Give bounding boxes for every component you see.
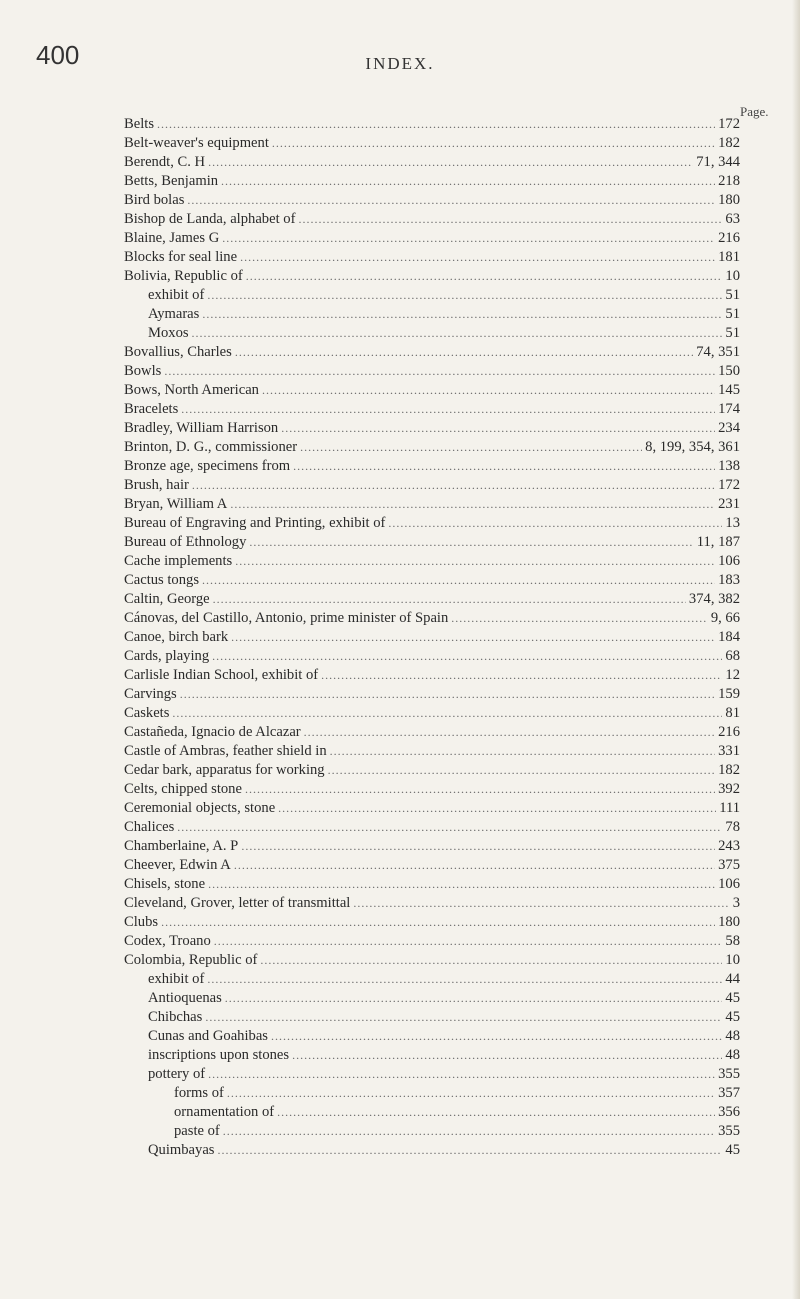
index-subentry bbox=[124, 1085, 740, 1104]
dot-leader bbox=[451, 611, 708, 626]
entry-pages: 181 bbox=[718, 249, 740, 265]
entry-pages: 106 bbox=[718, 876, 740, 892]
entry-label: Berendt, C. H bbox=[124, 154, 206, 170]
entry-label: inscriptions upon stones bbox=[148, 1047, 290, 1063]
entry-pages: 11, 187 bbox=[696, 534, 740, 550]
index-entry bbox=[124, 648, 740, 667]
entry-label: Bradley, William Harrison bbox=[124, 420, 279, 436]
dot-leader bbox=[245, 782, 715, 797]
index-entry bbox=[124, 154, 740, 173]
dot-leader bbox=[235, 345, 693, 360]
index-entry bbox=[124, 629, 740, 648]
index-entry bbox=[124, 705, 740, 724]
entry-label: Bryan, William A bbox=[124, 496, 228, 512]
dot-leader bbox=[221, 174, 715, 189]
entry-label: Blaine, James G bbox=[124, 230, 220, 246]
entry-pages: 106 bbox=[718, 553, 740, 569]
entry-pages: 183 bbox=[718, 572, 740, 588]
index-entry bbox=[124, 344, 740, 363]
entry-pages: 8, 199, 354, 361 bbox=[645, 439, 740, 455]
entry-label: Quimbayas bbox=[148, 1142, 215, 1158]
dot-leader bbox=[260, 953, 722, 968]
entry-pages: 374, 382 bbox=[688, 591, 740, 607]
dot-leader bbox=[241, 839, 715, 854]
index-entry bbox=[124, 249, 740, 268]
entry-pages: 9, 66 bbox=[710, 610, 740, 626]
entry-label: Caskets bbox=[124, 705, 170, 721]
dot-leader bbox=[202, 307, 722, 322]
index-subentry bbox=[124, 1104, 740, 1123]
entry-pages: 13 bbox=[725, 515, 740, 531]
entry-label: Belt-weaver's equipment bbox=[124, 135, 269, 151]
entry-pages: 150 bbox=[718, 363, 740, 379]
index-entry bbox=[124, 477, 740, 496]
entry-label: ornamentation of bbox=[174, 1104, 275, 1120]
index-subentry bbox=[124, 1028, 740, 1047]
index-entry bbox=[124, 933, 740, 952]
dot-leader bbox=[181, 402, 715, 417]
index-subentry bbox=[124, 1123, 740, 1142]
entry-pages: 243 bbox=[718, 838, 740, 854]
entry-pages: 3 bbox=[732, 895, 740, 911]
entry-label: Antioquenas bbox=[148, 990, 222, 1006]
dot-leader bbox=[234, 858, 715, 873]
entry-label: Brush, hair bbox=[124, 477, 189, 493]
entry-label: Castle of Ambras, feather shield in bbox=[124, 743, 327, 759]
dot-leader bbox=[304, 725, 715, 740]
index-subentry bbox=[124, 287, 740, 306]
entry-pages: 44 bbox=[725, 971, 740, 987]
entry-label: Bovallius, Charles bbox=[124, 344, 232, 360]
entry-label: Cache implements bbox=[124, 553, 233, 569]
index-entry bbox=[124, 116, 740, 135]
entry-label: Bracelets bbox=[124, 401, 179, 417]
entry-label: Celts, chipped stone bbox=[124, 781, 242, 797]
dot-leader bbox=[172, 706, 722, 721]
entry-pages: 375 bbox=[718, 857, 740, 873]
dot-leader bbox=[161, 915, 715, 930]
entry-pages: 78 bbox=[725, 819, 740, 835]
index-entry bbox=[124, 819, 740, 838]
index-entry bbox=[124, 211, 740, 230]
entry-pages: 45 bbox=[725, 1142, 740, 1158]
entry-pages: 172 bbox=[718, 116, 740, 132]
entry-label: Brinton, D. G., commissioner bbox=[124, 439, 298, 455]
entry-label: Bishop de Landa, alphabet of bbox=[124, 211, 296, 227]
index-subentry bbox=[124, 1066, 740, 1085]
index-entry bbox=[124, 382, 740, 401]
entry-pages: 180 bbox=[718, 192, 740, 208]
entry-label: Bowls bbox=[124, 363, 162, 379]
dot-leader bbox=[157, 117, 715, 132]
index-entry bbox=[124, 610, 740, 629]
entry-label: Clubs bbox=[124, 914, 159, 930]
entry-pages: 331 bbox=[718, 743, 740, 759]
index-entry bbox=[124, 534, 740, 553]
index-entry bbox=[124, 572, 740, 591]
index-entry bbox=[124, 743, 740, 762]
entry-pages: 172 bbox=[718, 477, 740, 493]
index-entry bbox=[124, 439, 740, 458]
entry-pages: 356 bbox=[718, 1104, 740, 1120]
index-entry bbox=[124, 230, 740, 249]
index-entry bbox=[124, 895, 740, 914]
dot-leader bbox=[202, 573, 715, 588]
dot-leader bbox=[187, 193, 715, 208]
entry-label: Chamberlaine, A. P bbox=[124, 838, 239, 854]
dot-leader bbox=[214, 934, 723, 949]
index-subentry bbox=[124, 325, 740, 344]
entry-pages: 48 bbox=[725, 1047, 740, 1063]
index-entry bbox=[124, 781, 740, 800]
index-subentry bbox=[124, 1009, 740, 1028]
entry-label: Aymaras bbox=[148, 306, 200, 322]
entry-pages: 145 bbox=[718, 382, 740, 398]
entry-label: Carvings bbox=[124, 686, 177, 702]
entry-pages: 218 bbox=[718, 173, 740, 189]
dot-leader bbox=[192, 326, 723, 341]
dot-leader bbox=[207, 972, 722, 987]
index-entry bbox=[124, 952, 740, 971]
entry-label: Chibchas bbox=[148, 1009, 203, 1025]
entry-label: Bows, North American bbox=[124, 382, 259, 398]
entry-pages: 111 bbox=[719, 800, 740, 816]
entry-pages: 45 bbox=[725, 1009, 740, 1025]
dot-leader bbox=[271, 1029, 722, 1044]
index-subentry bbox=[124, 306, 740, 325]
index-entry bbox=[124, 420, 740, 439]
dot-leader bbox=[262, 383, 715, 398]
dot-leader bbox=[292, 1048, 722, 1063]
dot-leader bbox=[293, 459, 715, 474]
entry-label: Betts, Benjamin bbox=[124, 173, 219, 189]
entry-label: Bureau of Engraving and Printing, exhibit of bbox=[124, 515, 386, 531]
entry-label: Cunas and Goahibas bbox=[148, 1028, 268, 1044]
dot-leader bbox=[277, 1105, 715, 1120]
dot-leader bbox=[217, 1143, 722, 1158]
index-entry bbox=[124, 762, 740, 781]
index-entry bbox=[124, 553, 740, 572]
entry-label: Carlisle Indian School, exhibit of bbox=[124, 667, 319, 683]
entry-label: Chalices bbox=[124, 819, 175, 835]
entry-label: Cactus tongs bbox=[124, 572, 199, 588]
index-entry bbox=[124, 914, 740, 933]
dot-leader bbox=[278, 801, 716, 816]
entry-label: Blocks for seal line bbox=[124, 249, 238, 265]
index-subentry bbox=[124, 1142, 740, 1161]
dot-leader bbox=[208, 877, 715, 892]
index-entries bbox=[124, 116, 740, 1161]
index-subentry bbox=[124, 1047, 740, 1066]
dot-leader bbox=[230, 497, 715, 512]
dot-leader bbox=[388, 516, 722, 531]
entry-pages: 234 bbox=[718, 420, 740, 436]
entry-pages: 159 bbox=[718, 686, 740, 702]
index-entry bbox=[124, 857, 740, 876]
dot-leader bbox=[208, 155, 693, 170]
page-number: 400 bbox=[36, 40, 80, 70]
dot-leader bbox=[205, 1010, 722, 1025]
dot-leader bbox=[227, 1086, 715, 1101]
entry-label: Bureau of Ethnology bbox=[124, 534, 247, 550]
entry-pages: 81 bbox=[725, 705, 740, 721]
entry-pages: 392 bbox=[718, 781, 740, 797]
running-head: INDEX. bbox=[365, 54, 435, 73]
index-entry bbox=[124, 800, 740, 819]
dot-leader bbox=[231, 630, 715, 645]
entry-label: pottery of bbox=[148, 1066, 206, 1082]
entry-label: Canoe, birch bark bbox=[124, 629, 229, 645]
entry-pages: 68 bbox=[725, 648, 740, 664]
index-subentry bbox=[124, 971, 740, 990]
index-entry bbox=[124, 135, 740, 154]
dot-leader bbox=[321, 668, 722, 683]
dot-leader bbox=[281, 421, 715, 436]
entry-label: Bird bolas bbox=[124, 192, 185, 208]
entry-pages: 58 bbox=[725, 933, 740, 949]
entry-label: Chisels, stone bbox=[124, 876, 206, 892]
dot-leader bbox=[298, 212, 722, 227]
index-entry bbox=[124, 724, 740, 743]
index-entry bbox=[124, 173, 740, 192]
entry-label: Colombia, Republic of bbox=[124, 952, 258, 968]
dot-leader bbox=[192, 478, 715, 493]
entry-pages: 10 bbox=[725, 268, 740, 284]
entry-pages: 12 bbox=[725, 667, 740, 683]
entry-pages: 48 bbox=[725, 1028, 740, 1044]
dot-leader bbox=[208, 1067, 715, 1082]
entry-pages: 51 bbox=[725, 325, 740, 341]
entry-label: paste of bbox=[174, 1123, 220, 1139]
entry-pages: 174 bbox=[718, 401, 740, 417]
entry-label: Cards, playing bbox=[124, 648, 210, 664]
dot-leader bbox=[223, 1124, 715, 1139]
entry-label: Caltin, George bbox=[124, 591, 210, 607]
index-entry bbox=[124, 876, 740, 895]
entry-pages: 51 bbox=[725, 306, 740, 322]
entry-pages: 357 bbox=[718, 1085, 740, 1101]
entry-label: Cheever, Edwin A bbox=[124, 857, 231, 873]
entry-label: Belts bbox=[124, 116, 154, 132]
entry-label: Cánovas, del Castillo, Antonio, prime minister of Spain bbox=[124, 610, 449, 626]
entry-label: exhibit of bbox=[148, 287, 205, 303]
index-entry bbox=[124, 667, 740, 686]
index-entry bbox=[124, 458, 740, 477]
entry-pages: 10 bbox=[725, 952, 740, 968]
entry-pages: 182 bbox=[718, 135, 740, 151]
index-entry bbox=[124, 515, 740, 534]
entry-label: Bolivia, Republic of bbox=[124, 268, 243, 284]
dot-leader bbox=[212, 649, 722, 664]
index-entry bbox=[124, 591, 740, 610]
dot-leader bbox=[330, 744, 715, 759]
entry-pages: 180 bbox=[718, 914, 740, 930]
entry-pages: 71, 344 bbox=[696, 154, 740, 170]
index-entry bbox=[124, 686, 740, 705]
dot-leader bbox=[353, 896, 729, 911]
entry-pages: 138 bbox=[718, 458, 740, 474]
entry-pages: 216 bbox=[718, 230, 740, 246]
entry-pages: 74, 351 bbox=[696, 344, 740, 360]
dot-leader bbox=[240, 250, 715, 265]
entry-label: Moxos bbox=[148, 325, 189, 341]
entry-pages: 184 bbox=[718, 629, 740, 645]
entry-label: Castañeda, Ignacio de Alcazar bbox=[124, 724, 301, 740]
entry-pages: 355 bbox=[718, 1123, 740, 1139]
entry-pages: 231 bbox=[718, 496, 740, 512]
entry-pages: 355 bbox=[718, 1066, 740, 1082]
dot-leader bbox=[213, 592, 686, 607]
entry-label: exhibit of bbox=[148, 971, 205, 987]
entry-label: Cleveland, Grover, letter of transmittal bbox=[124, 895, 351, 911]
page-column-heading: Page. bbox=[740, 104, 769, 119]
dot-leader bbox=[246, 269, 723, 284]
entry-pages: 216 bbox=[718, 724, 740, 740]
dot-leader bbox=[272, 136, 715, 151]
page-edge-shadow bbox=[792, 0, 800, 1299]
index-entry bbox=[124, 401, 740, 420]
index-entry bbox=[124, 496, 740, 515]
dot-leader bbox=[222, 231, 715, 246]
entry-pages: 45 bbox=[725, 990, 740, 1006]
entry-label: Bronze age, specimens from bbox=[124, 458, 291, 474]
dot-leader bbox=[207, 288, 722, 303]
index-entry bbox=[124, 268, 740, 287]
dot-leader bbox=[249, 535, 693, 550]
dot-leader bbox=[300, 440, 642, 455]
entry-pages: 51 bbox=[725, 287, 740, 303]
entry-pages: 63 bbox=[725, 211, 740, 227]
index-subentry bbox=[124, 990, 740, 1009]
index-entry bbox=[124, 838, 740, 857]
dot-leader bbox=[177, 820, 722, 835]
dot-leader bbox=[225, 991, 723, 1006]
index-entry bbox=[124, 192, 740, 211]
dot-leader bbox=[164, 364, 715, 379]
index-entry bbox=[124, 363, 740, 382]
dot-leader bbox=[180, 687, 715, 702]
entry-label: Ceremonial objects, stone bbox=[124, 800, 276, 816]
entry-label: Cedar bark, apparatus for working bbox=[124, 762, 325, 778]
entry-label: Codex, Troano bbox=[124, 933, 211, 949]
entry-label: forms of bbox=[174, 1085, 224, 1101]
dot-leader bbox=[328, 763, 716, 778]
dot-leader bbox=[235, 554, 715, 569]
entry-pages: 182 bbox=[718, 762, 740, 778]
